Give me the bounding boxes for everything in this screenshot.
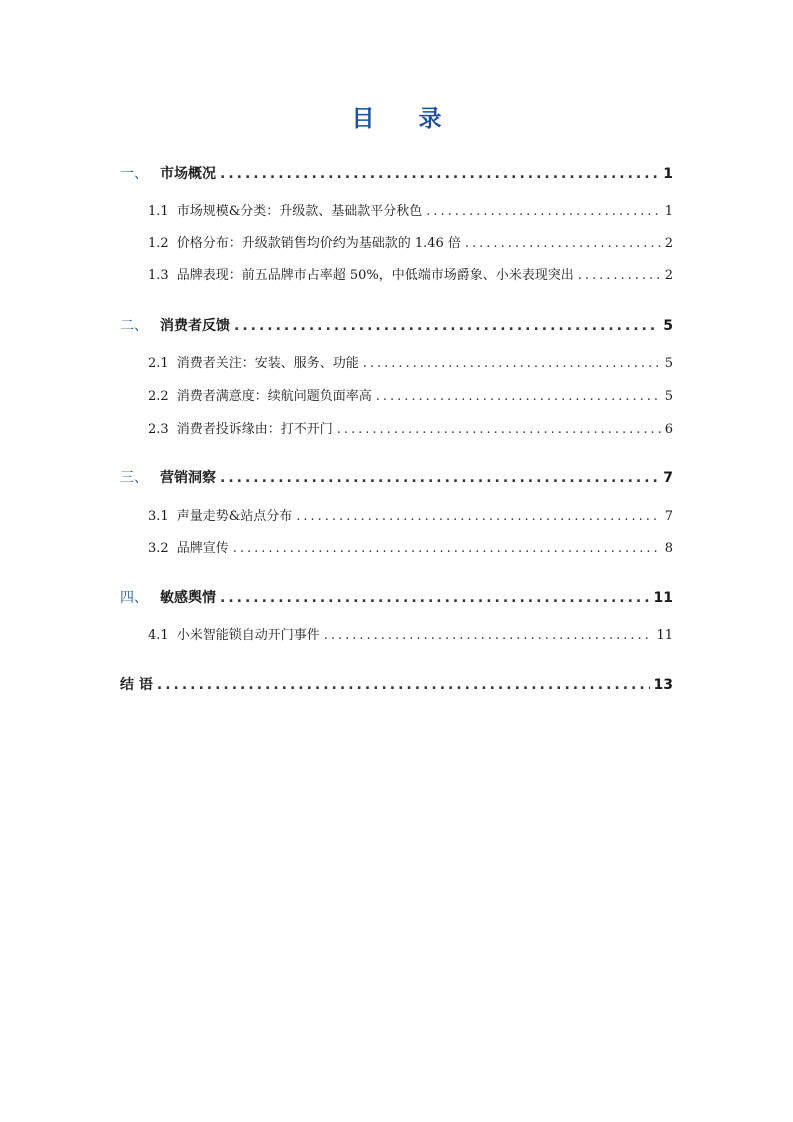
toc-section-2-1[interactable] [148,352,673,376]
page-number: 11 [656,628,673,643]
section-number: 3.2 [148,541,169,556]
dot-leader [578,268,661,283]
dot-leader [233,541,661,556]
section-label: 消费者满意度：续航问题负面率高 [176,389,372,404]
chapter-number: 三、 [120,470,148,486]
page-number: 7 [663,470,673,486]
toc-section-1-2[interactable] [148,232,673,256]
section-number: 1.2 [148,236,169,251]
section-number: 1.1 [148,204,169,219]
chapter-label: 消费者反馈 [160,318,230,334]
section-number: 2.3 [148,422,169,437]
page-number: 6 [664,422,673,437]
chapter-number: 二、 [120,318,148,334]
chapter-number: 一、 [120,166,148,182]
chapter-label: 市场概况 [160,166,216,182]
page-number: 13 [653,677,673,693]
dot-leader [157,677,650,693]
toc-section-1-3[interactable] [148,264,673,288]
dot-leader [363,356,661,371]
dot-leader [234,318,659,334]
toc-section-4-1[interactable] [148,624,673,648]
page-number: 5 [664,356,673,371]
toc-chapter-2[interactable] [120,315,673,339]
section-label: 品牌宣传 [176,541,229,556]
page-number: 1 [663,166,673,182]
section-label: 市场规模&分类：升级款、基础款平分秋色 [176,204,423,219]
toc-section-3-2[interactable] [148,537,673,561]
toc-section-1-1[interactable] [148,200,673,224]
section-label: 消费者投诉缘由：打不开门 [176,422,333,437]
dot-leader [324,628,653,643]
page-number: 2 [664,268,673,283]
toc-chapter-3[interactable] [120,467,673,491]
chapter-label: 敏感舆情 [160,590,216,606]
dot-leader [426,204,660,219]
dot-leader [220,590,650,606]
page-number: 5 [664,389,673,404]
section-number: 1.3 [148,268,169,283]
toc-chapter-4[interactable] [120,587,673,611]
section-label: 消费者关注：安装、服务、功能 [176,356,359,371]
section-label: 小米智能锁自动开门事件 [176,628,320,643]
page-number: 7 [664,509,673,524]
dot-leader [220,470,659,486]
toc-section-2-2[interactable] [148,385,673,409]
section-number: 3.1 [148,509,169,524]
chapter-number: 四、 [120,590,148,606]
dot-leader [220,166,659,182]
toc-section-3-1[interactable] [148,505,673,529]
dot-leader [465,236,661,251]
section-label: 品牌表现：前五品牌市占率超 50%，中低端市场爵象、小米表现突出 [176,268,574,283]
chapter-label: 结 语 [120,677,153,693]
section-number: 4.1 [148,628,169,643]
toc-section-2-3[interactable] [148,418,673,442]
toc-chapter-conclusion[interactable] [120,674,673,698]
dot-leader [296,509,660,524]
page-number: 11 [653,590,673,606]
dot-leader [337,422,661,437]
dot-leader [376,389,661,404]
section-label: 价格分布：升级款销售均价约为基础款的 1.46 倍 [176,236,461,251]
toc-title: 目 录 [351,106,460,132]
toc-chapter-1[interactable] [120,163,673,187]
section-label: 声量走势&站点分布 [176,509,293,524]
section-number: 2.2 [148,389,169,404]
page-number: 2 [664,236,673,251]
section-number: 2.1 [148,356,169,371]
page-number: 5 [663,318,673,334]
page-number: 8 [664,541,673,556]
page-number: 1 [664,204,673,219]
chapter-label: 营销洞察 [160,470,216,486]
